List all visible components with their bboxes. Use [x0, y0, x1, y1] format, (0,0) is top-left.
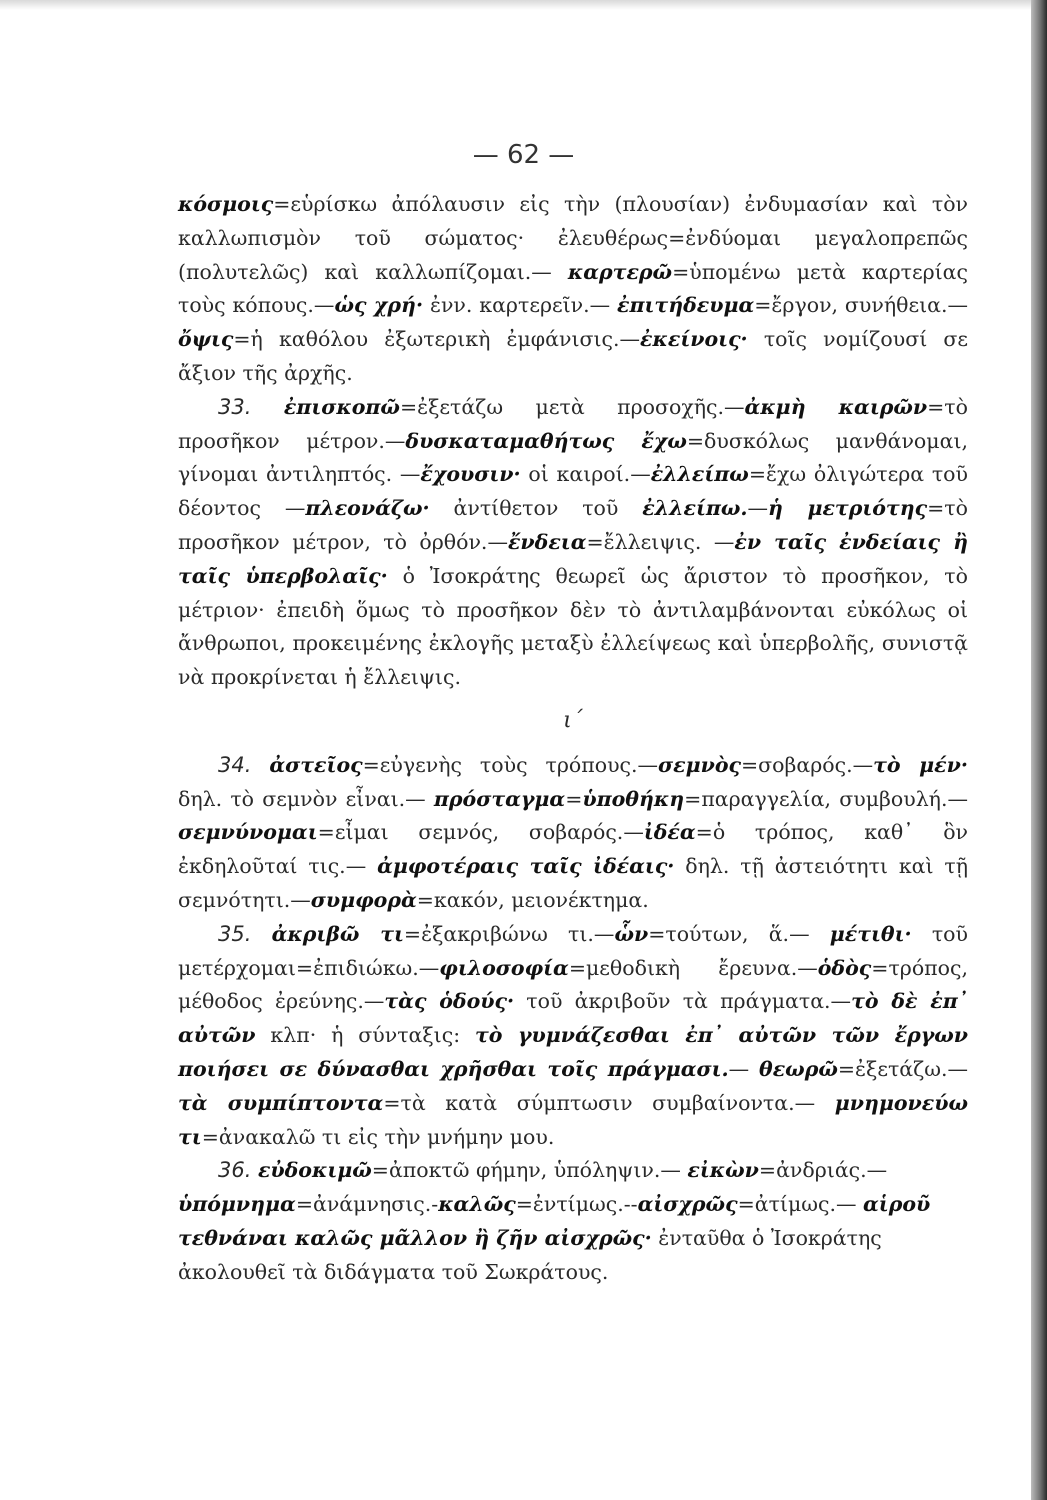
term: ὄψις	[178, 327, 234, 352]
section-mark: ι´	[563, 707, 583, 733]
term: ἐλλείπω	[650, 462, 749, 487]
section-number: 34.	[218, 752, 252, 777]
section-number: 35.	[218, 921, 252, 946]
term: πλεονάζω·	[305, 496, 430, 521]
term: ἡ μετριότης	[768, 496, 928, 521]
term: τὸ δὲ ἐπ᾽ αὐτῶν	[178, 989, 969, 1048]
term: ὑποθήκη	[582, 786, 685, 811]
term: δυσκαταμαθήτως ἔχω	[405, 428, 687, 453]
page-number: — 62 —	[472, 140, 575, 170]
term: αἰσχρῶς	[637, 1192, 738, 1217]
term: ἐκείνοις·	[640, 327, 748, 352]
term: εἰκὼν	[687, 1158, 759, 1183]
term: συμφορὰ	[310, 887, 417, 912]
term: ὧν	[614, 921, 649, 946]
term: ὡς χρή·	[334, 293, 424, 318]
term: τὰς ὁδούς·	[384, 989, 515, 1014]
paragraph-36: 36. εὐδοκιμῶ=ἀποκτῶ φήμην, ὑπόληψιν.— εἰκὼν=ἀνδριάς.—ὑπόμνημα=ἀνάμνησις.-καλῶς=ἐντίμως.--αἰσχρῶς=ἀτίμως.— αἱροῦ τεθνάναι καλῶς μᾶλλον ἢ ζῆν αἰσχρῶς· ἐνταῦθα ὁ Ἰσοκράτης ἀκολουθεῖ τὰ διδάγματα τοῦ Σωκράτους.	[178, 1158, 931, 1284]
term: θεωρῶ	[759, 1056, 838, 1081]
term: τὸ γυμνάζεσθαι ἐπ᾽ αὐτῶν τῶν ἔργων ποιήσει σε δύνασθαι χρῆσθαι τοῖς πράγμασι.	[178, 1023, 968, 1081]
term: ἐπιτήδευμα	[617, 293, 755, 318]
paragraph-33: 33. ἐπισκοπῶ=ἐξετάζω μετὰ προσοχῆς.—ἀκμὴ καιρῶν=τὸ προσῆκον μέτρον.—δυσκαταμαθήτως ἔχω=δυσκόλως μανθάνομαι, γίνομαι ἀντιληπτός. —ἔχουσιν· οἱ καιροί.—ἐλλείπω=ἔχω ὀλιγώτερα τοῦ δέοντος —πλεονάζω· ἀντίθετον τοῦ ἐλλείπω.—ἡ μετριότης=τὸ προσῆκον μέτρον, τὸ ὀρθόν.—ἔνδεια=ἔλλειψις. —ἐν ταῖς ἐνδείαις ἢ ταῖς ὑπερβολαῖς· ὁ Ἰσοκράτης θεωρεῖ ὡς ἄριστον τὸ προσῆκον, τὸ μέτριον· ἐπειδὴ ὅμως τὸ προσῆκον δὲν τὸ ἀντιλαμβάνονται εὐκόλως οἱ ἄνθρωποι, προκειμένης ἐκλογῆς μεταξὺ ἐλλείψεως καὶ ὑπερβολῆς, συνιστᾷ νὰ προκρίνεται ἡ ἔλλειψις.	[178, 394, 968, 690]
term: ἰδέα	[643, 820, 696, 845]
term: καρτερῶ	[567, 259, 673, 284]
term: τὰ συμπίπτοντα	[178, 1090, 384, 1115]
paragraph-32: κόσμοις=εὑρίσκω ἀπόλαυσιν εἰς τὴν (πλουσίαν) ἐνδυμασίαν καὶ τὸν καλλωπισμὸν τοῦ σώματος· ἐλευθέρως=ἐνδύομαι μεγαλοπρεπῶς (πολυτελῶς) καὶ καλλωπίζομαι.— καρτερῶ=ὑπομένω μετὰ καρτερίας τοὺς κόπους.—ὡς χρή· ἐνν. καρτερεῖν.— ἐπιτήδευμα=ἔργον, συνήθεια.—ὄψις=ἡ καθόλου ἐξωτερικὴ ἐμφάνισις.—ἐκείνοις· τοῖς νομίζουσί σε ἄξιον τῆς ἀρχῆς.	[178, 192, 968, 385]
term: ὁδὸς	[817, 955, 872, 980]
paragraph-35: 35. ἀκριβῶ τι=ἐξακριβώνω τι.—ὧν=τούτων, ἅ.— μέτιθι· τοῦ μετέρχομαι=ἐπιδιώκω.—φιλοσοφία=μεθοδικὴ ἔρευνα.—ὁδὸς=τρόπος, μέθοδος ἐρεύνης.—τὰς ὁδούς· τοῦ ἀκριβοῦν τὰ πράγματα.—τὸ δὲ ἐπ᾽ αὐτῶν κλπ· ἡ σύνταξις: τὸ γυμνάζεσθαι ἐπ᾽ αὐτῶν τῶν ἔργων ποιήσει σε δύνασθαι χρῆσθαι τοῖς πράγμασι.— θεωρῶ=ἐξετάζω.— τὰ συμπίπτοντα=τὰ κατὰ σύμπτωσιν συμβαίνοντα.— μνημονεύω τι=ἀνακαλῶ τι εἰς τὴν μνήμην μου.	[178, 921, 969, 1149]
term: ἀκμὴ καιρῶν	[744, 394, 928, 419]
term: ἀμφοτέραις ταῖς ἰδέαις·	[377, 854, 675, 879]
term: ἐλλείπω.	[642, 496, 748, 521]
term: τὸ μέν·	[873, 752, 968, 777]
term: ἔνδεια	[507, 529, 587, 554]
term: ἐν ταῖς ἐνδείαις ἢ ταῖς ὑπερβολαῖς·	[178, 529, 968, 588]
page-right-edge-shadow	[1031, 0, 1047, 1500]
section-number: 33.	[218, 394, 252, 419]
section-number: 36.	[218, 1158, 252, 1183]
term: μέτιθι·	[829, 921, 912, 946]
term: καλῶς	[438, 1192, 516, 1217]
term: πρόσταγμα	[433, 786, 566, 811]
term: σεμνύνομαι	[178, 820, 318, 845]
term: εὐδοκιμῶ	[257, 1158, 372, 1183]
term: μνημονεύω τι	[178, 1090, 968, 1149]
paragraph-34: 34. ἀστεῖος=εὐγενὴς τοὺς τρόπους.—σεμνὸς=σοβαρός.—τὸ μέν· δηλ. τὸ σεμνὸν εἶναι.— πρόσταγμα=ὑποθήκη=παραγγελία, συμβουλή.—σεμνύνομαι=εἶμαι σεμνός, σοβαρός.—ἰδέα=ὁ τρόπος, καθ᾽ ὃν ἐκδηλοῦταί τις.— ἀμφοτέραις ταῖς ἰδέαις· δηλ. τῇ ἀστειότητι καὶ τῇ σεμνότητι.—συμφορὰ=κακόν, μειονέκτημα.	[178, 752, 969, 912]
page-body	[178, 188, 968, 1290]
term: φιλοσοφία	[439, 955, 569, 980]
term: ἔχουσιν·	[420, 462, 521, 487]
term: ἀστεῖος	[269, 752, 363, 777]
term: ἐπισκοπῶ	[283, 394, 400, 419]
page-top-shadow	[0, 0, 1047, 10]
term: ἀκριβῶ τι	[271, 921, 404, 946]
term: σεμνὸς	[658, 752, 741, 777]
term: ὑπόμνημα	[178, 1192, 296, 1217]
term: κόσμοις	[178, 192, 274, 216]
term: αἱροῦ τεθνάναι καλῶς μᾶλλον ἢ ζῆν αἰσχρῶς·	[178, 1192, 931, 1250]
